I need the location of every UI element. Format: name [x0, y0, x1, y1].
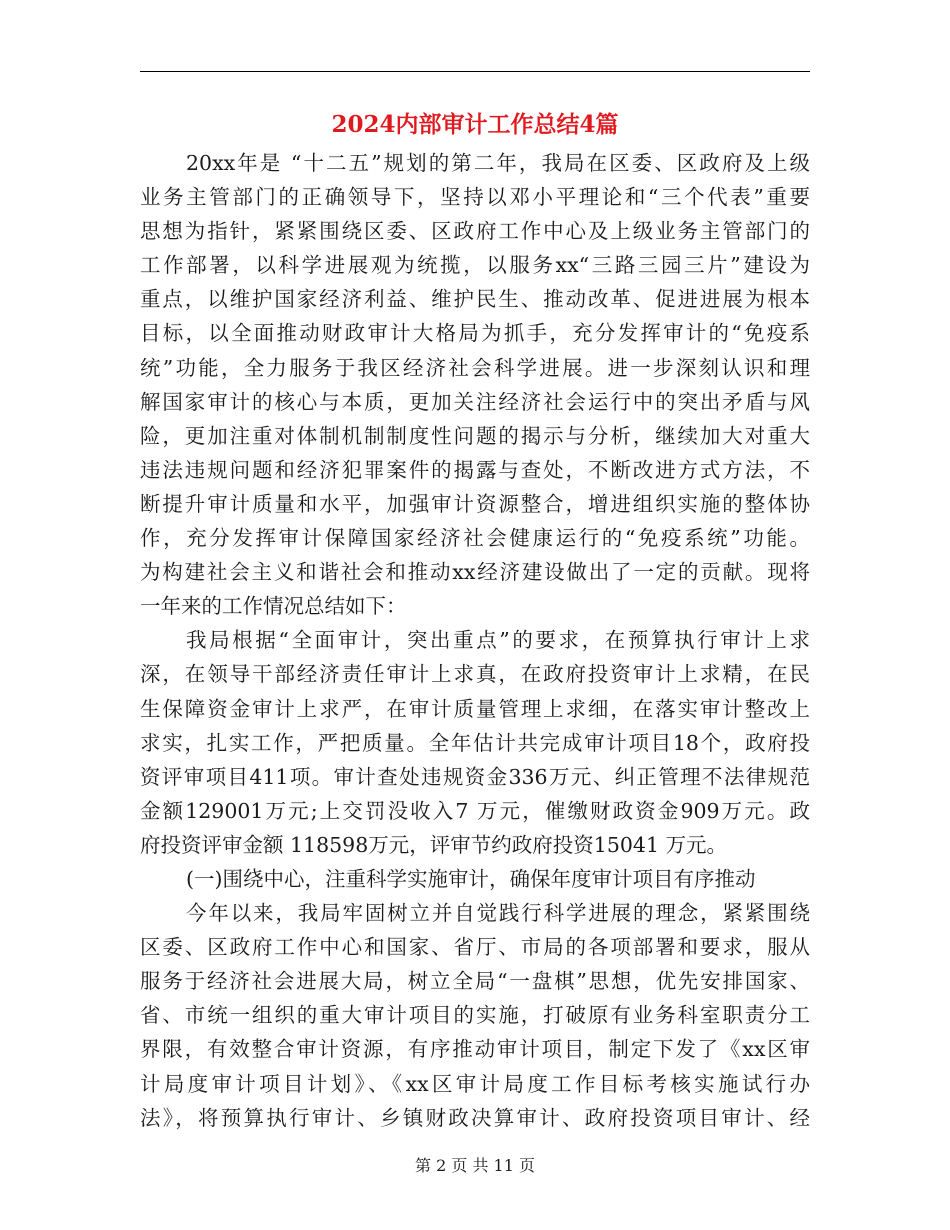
text-line: 深，在领导干部经济责任审计上求真，在政府投资审计上求精，在民: [140, 662, 810, 687]
text-line: 业务主管部门的正确领导下，坚持以邓小平理论和“三个代表”重要: [140, 185, 810, 210]
text-line: 法》，将预算执行审计、乡镇财政决算审计、政府投资项目审计、经: [140, 1105, 810, 1130]
text-line: 作，充分发挥审计保障国家经济社会健康运行的“免疫系统”功能。: [140, 526, 810, 551]
text-line: 统”功能，全力服务于我区经济社会科学进展。进一步深刻认识和理: [140, 355, 810, 380]
text-line: 计局度审计项目计划》、《xx区审计局度工作目标考核实施试行办: [140, 1071, 810, 1096]
text-line: 解国家审计的核心与本质，更加关注经济社会运行中的突出矛盾与风: [140, 389, 810, 414]
text-line: 区委、区政府工作中心和国家、省厅、市局的各项部署和要求，服从: [140, 935, 810, 960]
text-line: 重点，以维护国家经济利益、维护民生、推动改革、促进进展为根本: [140, 287, 810, 312]
text-line: 界限，有效整合审计资源，有序推动审计项目，制定下发了《xx区审: [140, 1037, 810, 1062]
text-line: 金额129001万元;上交罚没收入7 万元，催缴财政资金909万元。政: [140, 798, 810, 823]
text-line: 思想为指针，紧紧围绕区委、区政府工作中心及上级业务主管部门的: [140, 219, 810, 244]
text-line: 今年以来，我局牢固树立并自觉践行科学进展的理念，紧紧围绕: [186, 901, 810, 926]
text-line: 服务于经济社会进展大局，树立全局“一盘棋”思想，优先安排国家、: [140, 969, 810, 994]
text-line: 20xx年是 “十二五”规划的第二年，我局在区委、区政府及上级: [186, 151, 810, 175]
text-line: 府投资评审金额 118598万元，评审节约政府投资15041 万元。: [140, 832, 728, 857]
document-title: 2024内部审计工作总结4篇: [331, 111, 619, 138]
page-footer: 第 2 页 共 11 页: [415, 1156, 535, 1175]
document-body: [140, 146, 810, 1135]
header-rule: [140, 71, 810, 72]
text-line: 目标，以全面推动财政审计大格局为抓手，充分发挥审计的“免疫系: [140, 321, 810, 346]
text-line: 工作部署，以科学进展观为统揽，以服务xx“三路三园三片”建设为: [140, 253, 810, 278]
text-line: 生保障资金审计上求严，在审计质量管理上求细，在落实审计整改上: [140, 696, 810, 721]
text-line: 险，更加注重对体制机制制度性问题的揭示与分析，继续加大对重大: [140, 423, 810, 448]
text-line: 一年来的工作情况总结如下：: [140, 594, 407, 619]
text-line: (一)围绕中心，注重科学实施审计，确保年度审计项目有序推动: [186, 866, 756, 891]
text-line: 求实，扎实工作，严把质量。全年估计共完成审计项目18个，政府投: [140, 730, 810, 755]
text-line: 我局根据“全面审计，突出重点”的要求，在预算执行审计上求: [186, 628, 810, 653]
text-line: 为构建社会主义和谐社会和推动xx经济建设做出了一定的贡献。现将: [140, 560, 810, 585]
text-line: 资评审项目411项。审计查处违规资金336万元、纠正管理不法律规范: [140, 764, 810, 789]
text-line: 违法违规问题和经济犯罪案件的揭露与查处，不断改进方式方法，不: [140, 457, 810, 482]
text-line: 省、市统一组织的重大审计项目的实施，打破原有业务科室职责分工: [140, 1003, 810, 1028]
text-line: 断提升审计质量和水平，加强审计资源整合，增进组织实施的整体协: [140, 491, 810, 516]
